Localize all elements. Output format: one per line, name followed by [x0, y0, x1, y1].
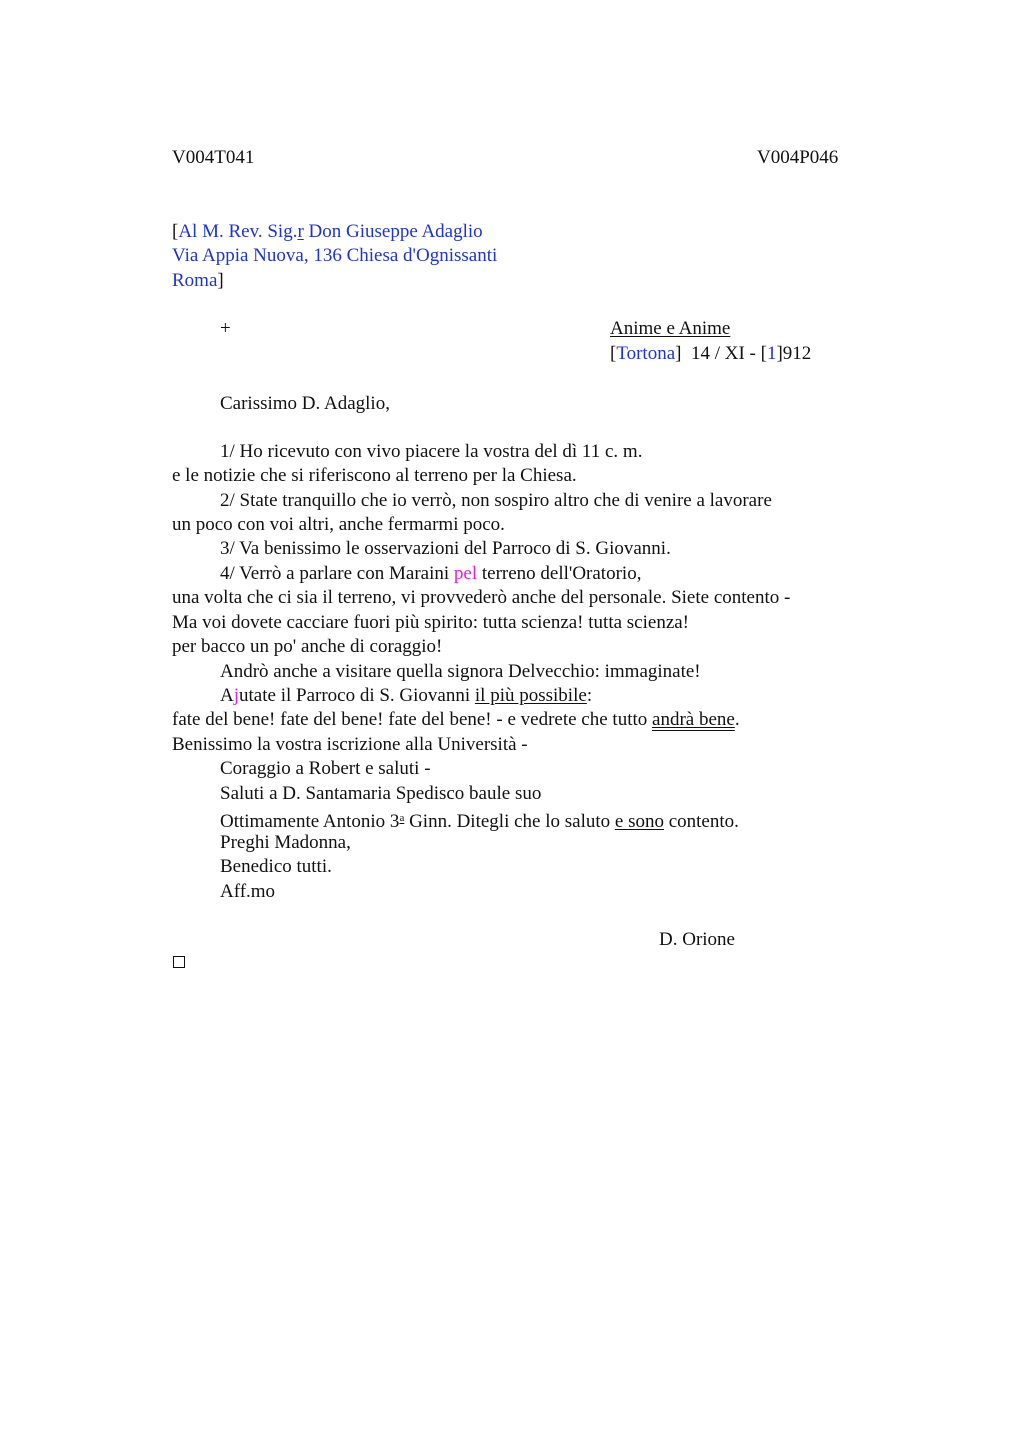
- body-line-10: Andrò anche a visitare quella signora Delvecchio: immaginate!: [220, 661, 701, 682]
- body-line-11-b: utate il Parroco di S. Giovanni: [239, 685, 475, 706]
- body-line-6-pre: 4/ Verrò a parlare con Maraini: [220, 563, 454, 584]
- address-abbrev-sup: r: [297, 221, 304, 242]
- underlined-phrase: e sono: [614, 811, 664, 832]
- body-line-7: una volta che ci sia il terreno, vi provvederò anche del personale. Siete contento -: [172, 587, 791, 608]
- correction-mark: pel: [453, 563, 478, 584]
- body-line-16-mid: Ginn. Ditegli che lo saluto: [404, 811, 615, 832]
- document-code-right: V004P046: [757, 147, 839, 168]
- body-line-16: [220, 806, 739, 834]
- year-prefix: 1: [766, 343, 777, 364]
- address-line-2: Via Appia Nuova, 136 Chiesa d'Ognissanti: [172, 245, 498, 266]
- year-rest: ]912: [776, 343, 812, 364]
- body-line-11-c: :: [586, 685, 593, 706]
- bracket-close: ]: [217, 270, 224, 291]
- end-marker-box: [173, 956, 185, 968]
- body-line-15: Saluti a D. Santamaria Spedisco baule suo: [220, 783, 542, 804]
- cross-sign: +: [220, 318, 231, 339]
- salutation: Carissimo D. Adaglio,: [220, 393, 390, 414]
- correction-mark: j: [233, 685, 240, 706]
- address-line-1: [172, 220, 483, 244]
- body-line-14: Coraggio a Robert e saluti -: [220, 758, 431, 779]
- date-text: 14 / XI - [: [681, 343, 767, 364]
- body-line-1: 1/ Ho ricevuto con vivo piacere la vostra del dì 11 c. m.: [220, 441, 643, 462]
- body-line-11-a: A: [220, 685, 234, 706]
- body-line-12-post: .: [734, 709, 740, 730]
- bracket-open: [: [172, 221, 179, 242]
- body-line-5: 3/ Va benissimo le osservazioni del Parroco di S. Giovanni.: [220, 538, 671, 559]
- underlined-phrase: il più possibile: [474, 685, 587, 706]
- place-name: Tortona: [616, 343, 676, 364]
- body-line-11: [220, 684, 592, 708]
- body-line-2: e le notizie che si riferiscono al terreno per la Chiesa.: [172, 465, 577, 486]
- address-city: Roma: [172, 270, 218, 291]
- body-line-12: [172, 708, 740, 732]
- body-line-4: un poco con voi altri, anche fermarmi poco.: [172, 514, 505, 535]
- body-line-13: Benissimo la vostra iscrizione alla Università -: [172, 734, 528, 755]
- body-line-6-post: terreno dell'Oratorio,: [477, 563, 642, 584]
- motto: Anime e Anime: [610, 318, 731, 339]
- closing: Aff.mo: [220, 881, 276, 902]
- ordinal-sup: a: [399, 812, 405, 824]
- place-bracket-close: ]: [675, 343, 682, 364]
- address-recipient-name: Don Giuseppe Adaglio: [303, 221, 483, 242]
- address-recipient-title: Al M. Rev. Sig.: [178, 221, 298, 242]
- body-line-12-pre: fate del bene! fate del bene! fate del bene! - e vedrete che tutto: [172, 709, 653, 730]
- place-date: [610, 342, 811, 366]
- double-underlined-phrase: andrà bene: [652, 709, 735, 730]
- body-line-6: [220, 562, 641, 586]
- place-bracket-open: [: [610, 343, 617, 364]
- body-line-16-post: contento.: [663, 811, 739, 832]
- address-line-3: [172, 269, 224, 293]
- signature: D. Orione: [659, 929, 735, 950]
- body-line-16-pre: Ottimamente Antonio 3: [220, 811, 400, 832]
- body-line-3: 2/ State tranquillo che io verrò, non sospiro altro che di venire a lavorare: [220, 490, 772, 511]
- body-line-17: Preghi Madonna,: [220, 832, 351, 853]
- document-code-left: V004T041: [172, 147, 255, 168]
- body-line-18: Benedico tutti.: [220, 856, 332, 877]
- body-line-8: Ma voi dovete cacciare fuori più spirito: tutta scienza! tutta scienza!: [172, 612, 690, 633]
- body-line-9: per bacco un po' anche di coraggio!: [172, 636, 443, 657]
